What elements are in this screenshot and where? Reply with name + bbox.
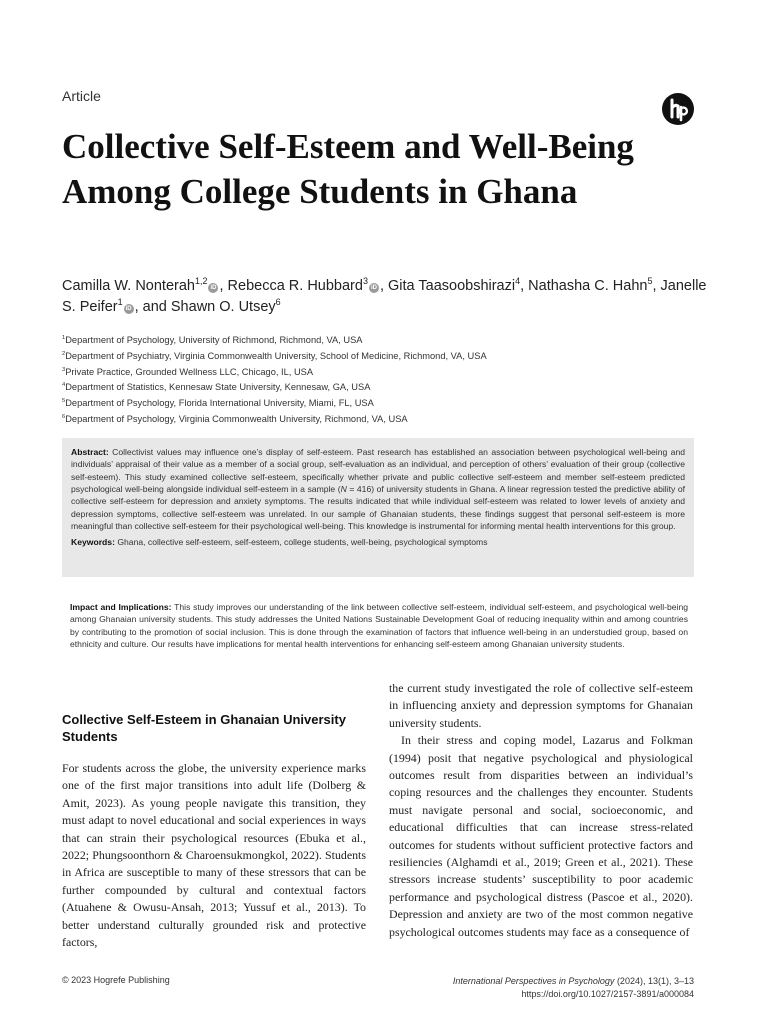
keywords-text: Ghana, collective self-esteem, self-esteem, college students, well-being, psychological symptoms bbox=[117, 537, 488, 548]
impact-label: Impact and Implications: bbox=[70, 602, 172, 612]
footer-citation bbox=[453, 975, 694, 1001]
body-column-left bbox=[62, 760, 366, 951]
author-affiliation-number: 3 bbox=[362, 276, 368, 287]
author-name: Camilla W. Nonterah bbox=[62, 278, 195, 294]
orcid-icon[interactable]: iD bbox=[210, 285, 217, 291]
author-list bbox=[62, 276, 712, 318]
body-paragraph: the current study investigated the role of collective self-esteem in influencing anxiety and depression symptoms for Ghanaian university students. bbox=[389, 681, 693, 730]
abstract-box bbox=[62, 438, 694, 577]
author-affiliation-number: 1 bbox=[117, 297, 123, 308]
author-separator: , bbox=[520, 278, 529, 294]
keywords-line bbox=[71, 536, 685, 548]
author-name: Shawn O. Utsey bbox=[170, 299, 276, 315]
affiliation-text: Department of Statistics, Kennesaw State University, Kennesaw, GA, USA bbox=[65, 382, 371, 393]
affiliation-number: 2 bbox=[62, 350, 66, 357]
orcid-icon[interactable]: iD bbox=[125, 306, 132, 312]
doi-link[interactable]: https://doi.org/10.1027/2157-3891/a000084 bbox=[521, 989, 694, 999]
affiliation-item bbox=[62, 412, 712, 428]
author-affiliation-number: 5 bbox=[647, 276, 653, 287]
affiliation-item bbox=[62, 380, 712, 396]
affiliation-list bbox=[62, 333, 712, 428]
author-separator: , bbox=[379, 278, 389, 294]
abstract-paragraph bbox=[71, 446, 685, 532]
affiliation-number: 1 bbox=[62, 334, 66, 341]
author-affiliation-number: 4 bbox=[515, 276, 521, 287]
author-separator: , bbox=[652, 278, 661, 294]
body-paragraph: For students across the globe, the university experience marks one of the first major transitions into adult life (Dolberg & Amit, 2023). As young people navigate this transition, they must adapt to novel educational and social experiences in ways that can strain their psychological resources (Ebuka et al., 2022; Phungsoonthorn & Charoensukmongkol, 2022). Students in Africa are susceptible to many of these stressors that can be further compounded by cultural and contextual factors (Atuahene & Owusu-Ansah, 2013; Yussuf et al., 2013). To better understand culturally grounded risk and protective factors, bbox=[62, 761, 366, 950]
affiliation-text: Department of Psychiatry, Virginia Commonwealth University, School of Medicine, Richmond, VA, USA bbox=[65, 350, 487, 361]
body-column-right bbox=[389, 680, 693, 941]
impact-text: This study improves our understanding of the link between collective self-esteem, individual self-esteem, and psychological well-being among Ghanaian university students. This study addresses the United Nations Sustainable Development Goal of reducing inequality within and among countries by contributing to the promotion of social inclusion. This is done through the examination of factors that influence well-being in an understudied group, based on ethnicity and culture. Our results have implications for mental health interventions for enhancing self-esteem among Ghanaian university students. bbox=[70, 602, 688, 649]
abstract-label: Abstract: bbox=[71, 447, 109, 457]
body-paragraph: In their stress and coping model, Lazarus and Folkman (1994) posit that negative psychological and physiological outcomes result from disparities between an individual’s coping resources and the challenges they encounter. Students must navigate personal and social, socioeconomic, and educational difficulties that can increase stress-related outcomes for students without sufficient protective factors and resiliencies (Alghamdi et al., 2019; Green et al., 2021). These stressors increase students’ susceptibility to poor academic performance and psychological distress (Pascoe et al., 2020). Depression and anxiety are two of the most common negative psychological outcomes students may face as a consequence of bbox=[389, 733, 693, 939]
publisher-logo-icon bbox=[662, 93, 694, 125]
journal-name: International Perspectives in Psychology bbox=[452, 976, 615, 986]
sample-size-symbol: N bbox=[340, 484, 347, 495]
author-affiliation-number: 1,2 bbox=[194, 276, 208, 287]
affiliation-text: Department of Psychology, University of Richmond, Richmond, VA, USA bbox=[65, 335, 363, 345]
author-name: Janelle S. Peifer bbox=[62, 278, 707, 315]
author-name: Gita Taasoobshirazi bbox=[388, 278, 516, 294]
abstract-text-b: = 416) of university students in Ghana. A linear regression tested the predictive ability of collective self-esteem for depression and anxiety symptoms. The results indicated that while individual self-esteem was related to lower levels of anxiety and depression symptoms, collective self-esteem was unrelated. In our sample of Ghanaian students, these findings suggest that personal self-esteem is more meaningful than collective self-esteem for their psychological well-being. This knowledge is instrumental for informing mental health interventions for this group. bbox=[71, 484, 685, 532]
section-heading: Collective Self-Esteem in Ghanaian University Students bbox=[62, 712, 346, 744]
affiliation-text: Department of Psychology, Florida International University, Miami, FL, USA bbox=[65, 398, 374, 409]
article-type-label: Article bbox=[62, 88, 101, 104]
abstract-text-a: Collectivist values may influence one’s display of self-esteem. Past research has established an association between psychological well-being and individuals’ appraisal of their value as a member of a social group, self-evaluation as an individual, and perception of others’ evaluation of their group (collective self-esteem). This study examined collective self-esteem, specifically whether private and public collective self-esteem and member self-esteem predicted psychological well-being alongside individual self-esteem in a sample ( bbox=[71, 447, 685, 495]
author-separator: , and bbox=[134, 299, 171, 315]
affiliation-text: Private Practice, Grounded Wellness LLC, Chicago, IL, USA bbox=[65, 366, 314, 377]
author-separator: , bbox=[219, 278, 228, 294]
article-title: Collective Self-Esteem and Well-Being Among College Students in Ghana bbox=[62, 127, 634, 211]
affiliation-item bbox=[62, 365, 712, 381]
affiliation-number: 3 bbox=[62, 366, 66, 373]
affiliation-number: 6 bbox=[62, 413, 66, 420]
affiliation-number: 4 bbox=[62, 382, 66, 389]
affiliation-number: 5 bbox=[62, 398, 66, 405]
affiliation-item bbox=[62, 349, 712, 365]
volume-pages: (2024), 13(1), 3–13 bbox=[614, 976, 694, 986]
author-affiliation-number: 6 bbox=[275, 297, 281, 308]
author-name: Nathasha C. Hahn bbox=[528, 278, 648, 294]
affiliation-item bbox=[62, 396, 712, 412]
affiliation-text: Department of Psychology, Virginia Commonwealth University, Richmond, VA, USA bbox=[65, 413, 408, 424]
author-name: Rebecca R. Hubbard bbox=[227, 278, 363, 294]
footer-copyright: © 2023 Hogrefe Publishing bbox=[62, 975, 170, 985]
affiliation-item bbox=[62, 333, 712, 349]
impact-statement bbox=[70, 601, 688, 650]
orcid-icon[interactable]: iD bbox=[370, 285, 377, 291]
citation-line bbox=[453, 975, 694, 988]
keywords-label: Keywords: bbox=[71, 537, 115, 548]
